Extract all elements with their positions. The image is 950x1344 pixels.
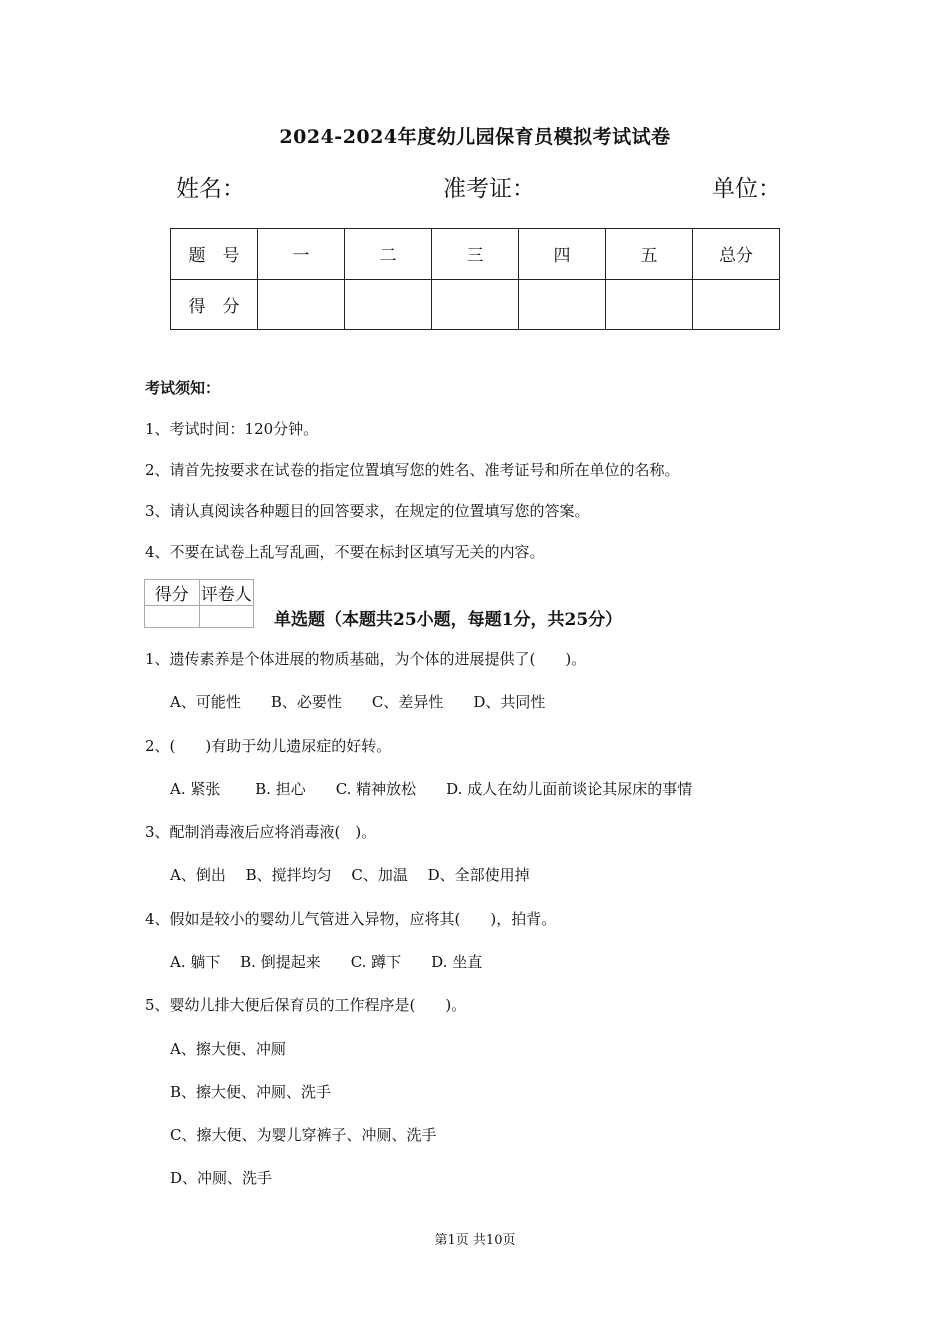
- header-section-1: 一: [258, 229, 345, 280]
- question-1: 1、遗传素养是个体进展的物质基础，为个体的进展提供了( )。: [145, 650, 587, 668]
- question-2-options: A. 紧张 B. 担心 C. 精神放松 D. 成人在幼儿面前谈论其尿床的事情: [170, 780, 693, 798]
- grader-name-label: 评卷人: [199, 580, 254, 606]
- score-table-header-row: [171, 229, 780, 280]
- notice-item: 1、考试时间：120分钟。: [145, 420, 319, 438]
- header-total: 总分: [693, 229, 780, 280]
- header-section-3: 三: [432, 229, 519, 280]
- question-4-options: A. 躺下 B. 倒提起来 C. 蹲下 D. 坐直: [170, 953, 483, 971]
- question-5-option-b: B、擦大便、冲厕、洗手: [170, 1083, 332, 1101]
- page-footer: 第1页 共10页: [434, 1233, 516, 1248]
- notice-item: 2、请首先按要求在试卷的指定位置填写您的姓名、准考证号和所在单位的名称。: [145, 461, 680, 479]
- header-section-5: 五: [606, 229, 693, 280]
- question-5: 5、婴幼儿排大便后保育员的工作程序是( )。: [145, 996, 467, 1014]
- score-cell-2[interactable]: [345, 279, 432, 330]
- question-5-option-c: C、擦大便、为婴儿穿裤子、冲厕、洗手: [170, 1126, 437, 1144]
- row-label-score: 得 分: [171, 279, 258, 330]
- question-4: 4、假如是较小的婴幼儿气管进入异物，应将其( )，拍背。: [145, 910, 557, 928]
- grader-score-cell[interactable]: [145, 606, 200, 628]
- row-label-question-number: 题 号: [171, 229, 258, 280]
- question-2: 2、( )有助于幼儿遗尿症的好转。: [145, 737, 392, 755]
- question-3: 3、配制消毒液后应将消毒液( )。: [145, 823, 377, 841]
- question-3-options: A、倒出 B、搅拌均匀 C、加温 D、全部使用掉: [170, 866, 530, 884]
- score-table: [170, 228, 780, 330]
- score-cell-5[interactable]: [606, 279, 693, 330]
- notice-item: 3、请认真阅读各种题目的回答要求，在规定的位置填写您的答案。: [145, 502, 590, 520]
- exam-id-label: 准考证：: [443, 176, 535, 202]
- score-cell-1[interactable]: [258, 279, 345, 330]
- notice-heading: 考试须知：: [145, 379, 221, 397]
- grader-score-label: 得分: [145, 580, 200, 606]
- score-table-score-row: [171, 279, 780, 330]
- question-5-option-d: D、冲厕、洗手: [170, 1169, 273, 1187]
- header-section-4: 四: [519, 229, 606, 280]
- question-5-option-a: A、擦大便、冲厕: [170, 1040, 286, 1058]
- question-1-options: A、可能性 B、必要性 C、差异性 D、共同性: [170, 693, 546, 711]
- grader-name-cell[interactable]: [199, 606, 254, 628]
- score-cell-3[interactable]: [432, 279, 519, 330]
- notice-item: 4、不要在试卷上乱写乱画，不要在标封区填写无关的内容。: [145, 543, 545, 561]
- grader-table: [144, 579, 254, 628]
- header-section-2: 二: [345, 229, 432, 280]
- section-heading: 单选题（本题共25小题，每题1分，共25分）: [274, 610, 623, 630]
- score-cell-4[interactable]: [519, 279, 606, 330]
- page-title: 2024-2024年度幼儿园保育员模拟考试试卷: [279, 126, 671, 148]
- unit-label: 单位：: [712, 176, 781, 202]
- score-cell-total[interactable]: [693, 279, 780, 330]
- name-label: 姓名：: [176, 176, 245, 202]
